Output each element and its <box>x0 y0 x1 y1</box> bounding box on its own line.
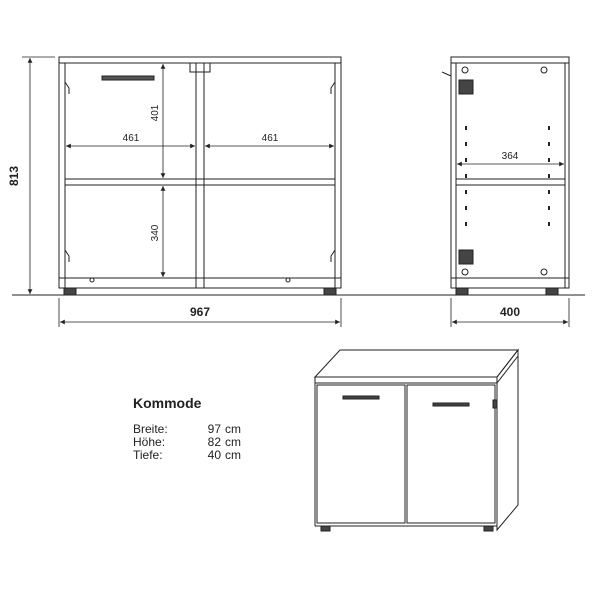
spec-value: 40 <box>207 448 221 462</box>
side-door <box>451 63 456 288</box>
side-back-panel <box>565 63 569 288</box>
side-top-plate <box>451 57 569 63</box>
cam-lock <box>462 269 468 275</box>
perspective-handle-right <box>433 403 469 406</box>
side-hinge-bottom <box>459 250 473 264</box>
front-foot-left <box>64 288 76 295</box>
front-top-plate <box>59 57 341 63</box>
side-foot-back <box>546 288 558 295</box>
perspective-top-edge <box>315 377 497 383</box>
dim-total-width-label: 967 <box>189 305 211 319</box>
side-bottom-plate <box>451 278 569 288</box>
perspective-foot-left <box>321 526 330 531</box>
front-bottom-plate <box>59 278 341 288</box>
dim-inner-depth-label: 364 <box>501 151 519 162</box>
shelf-pin <box>286 278 290 282</box>
side-foot-front <box>456 288 468 295</box>
spec-table <box>133 423 241 462</box>
front-view <box>59 57 341 295</box>
perspective-foot-right <box>484 526 493 531</box>
dim-lower-height-label: 340 <box>150 224 161 242</box>
dim-compartment-left-label: 461 <box>122 133 140 144</box>
front-lock <box>190 63 210 72</box>
spec-unit: cm <box>225 448 241 462</box>
front-left-side-panel <box>59 63 65 288</box>
hinge-mark-br <box>331 250 335 262</box>
spec-row-depth <box>133 449 241 462</box>
perspective-door-left <box>317 385 405 523</box>
dim-upper-height-label: 401 <box>150 104 161 122</box>
front-foot-right <box>324 288 336 295</box>
hinge-mark-tr <box>331 82 335 94</box>
perspective-handle-left <box>343 396 379 399</box>
cam-lock <box>541 67 547 73</box>
side-dimensions <box>451 164 569 327</box>
product-info <box>133 395 241 462</box>
perspective-top <box>315 350 518 377</box>
spec-label: Breite: <box>133 422 168 436</box>
front-right-side-panel <box>335 63 341 288</box>
dim-total-height-label: 813 <box>7 165 21 187</box>
front-shelf <box>65 179 335 185</box>
dim-compartment-right-label: 461 <box>261 133 279 144</box>
spec-unit: cm <box>225 435 241 449</box>
side-shelf <box>456 179 565 185</box>
front-handle <box>102 76 154 80</box>
spec-value: 82 <box>207 435 221 449</box>
side-handle <box>442 72 451 76</box>
front-middle-divider <box>196 63 204 288</box>
perspective-lock <box>493 400 497 408</box>
perspective-view <box>315 350 518 531</box>
cam-lock <box>541 269 547 275</box>
perspective-right-side <box>497 350 518 530</box>
side-pin-holes <box>465 126 550 226</box>
shelf-pin <box>90 278 94 282</box>
spec-unit: cm <box>225 422 241 436</box>
side-hinge-top <box>459 80 473 94</box>
cam-lock <box>462 67 468 73</box>
product-title: Kommode <box>133 395 202 411</box>
spec-label: Tiefe: <box>133 448 163 462</box>
dim-depth-label: 400 <box>499 305 521 319</box>
hinge-mark-tl <box>65 82 69 94</box>
front-dimensions <box>22 57 341 327</box>
hinge-mark-bl <box>65 250 69 262</box>
spec-label: Höhe: <box>133 435 166 449</box>
spec-value: 97 <box>207 422 221 436</box>
